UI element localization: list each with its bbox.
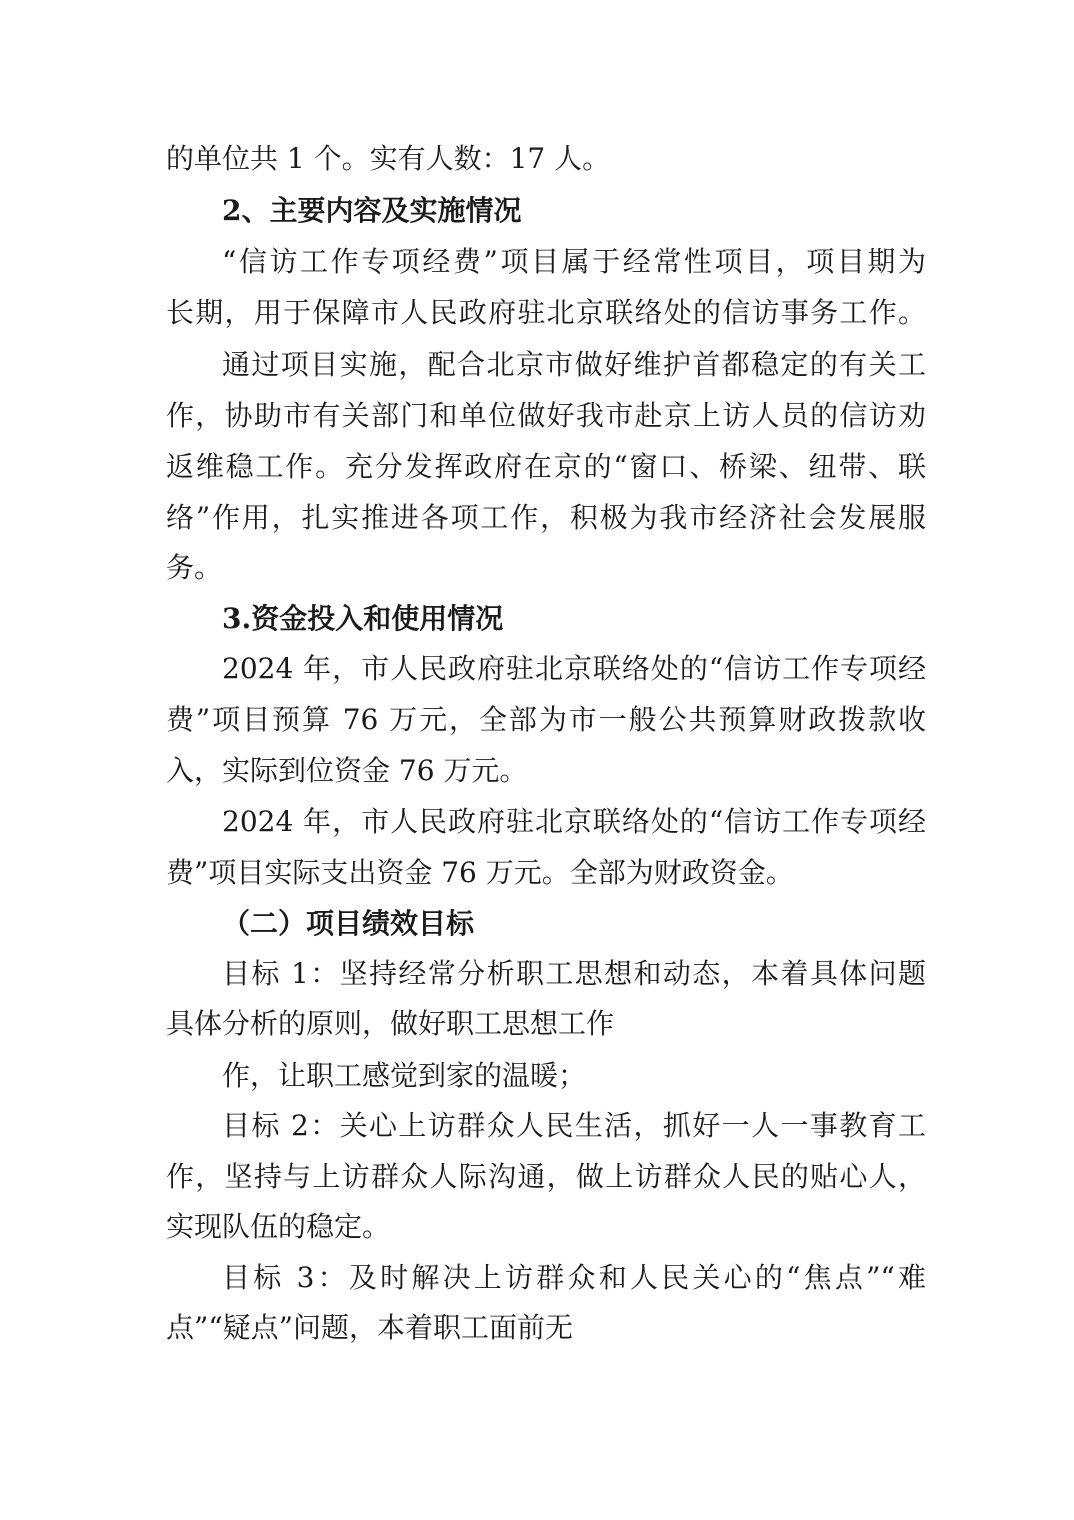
text-line: 的单位共 1 个。实有人数：17 人。: [166, 142, 611, 175]
section-heading: 2、主要内容及实施情况: [222, 194, 522, 227]
text-line: 2024 年，市人民政府驻北京联络处的“信访工作专项经: [222, 652, 926, 685]
text-line: 作，坚持与上访群众人际沟通，做上访群众人民的贴心人，: [166, 1160, 926, 1193]
text-line: 通过项目实施，配合北京市做好维护首都稳定的有关工: [222, 348, 926, 381]
text-line: 返维稳工作。充分发挥政府在京的“窗口、桥梁、纽带、联: [166, 450, 926, 483]
text-line: 实现队伍的稳定。: [166, 1210, 391, 1243]
text-line: 目标 3：及时解决上访群众和人民关心的“焦点”“难: [222, 1261, 926, 1294]
text-line: 2024 年，市人民政府驻北京联络处的“信访工作专项经: [222, 805, 926, 838]
section-heading: 3.资金投入和使用情况: [222, 602, 504, 635]
text-line: 长期，用于保障市人民政府驻北京联络处的信访事务工作。: [166, 296, 926, 329]
section-heading: （二）项目绩效目标: [222, 907, 475, 940]
text-line: “信访工作专项经费”项目属于经常性项目，项目期为: [222, 245, 926, 278]
text-line: 具体分析的原则，做好职工思想工作: [166, 1007, 615, 1040]
text-line: 作，让职工感觉到家的温暖；: [222, 1059, 587, 1092]
text-line: 费”项目实际支出资金 76 万元。全部为财政资金。: [166, 856, 794, 889]
text-line: 目标 1：坚持经常分析职工思想和动态，本着具体问题: [222, 957, 926, 990]
text-line: 入，实际到位资金 76 万元。: [166, 754, 528, 787]
text-line: 络”作用，扎实推进各项工作，积极为我市经济社会发展服: [166, 501, 926, 534]
text-line: 目标 2：关心上访群众人民生活，抓好一人一事教育工: [222, 1109, 926, 1142]
text-line: 务。: [166, 551, 223, 584]
text-line: 作，协助市有关部门和单位做好我市赴京上访人员的信访劝: [166, 399, 926, 432]
text-line: 费”项目预算 76 万元，全部为市一般公共预算财政拨款收: [166, 703, 926, 736]
text-line: 点”“疑点”问题，本着职工面前无: [166, 1311, 573, 1344]
